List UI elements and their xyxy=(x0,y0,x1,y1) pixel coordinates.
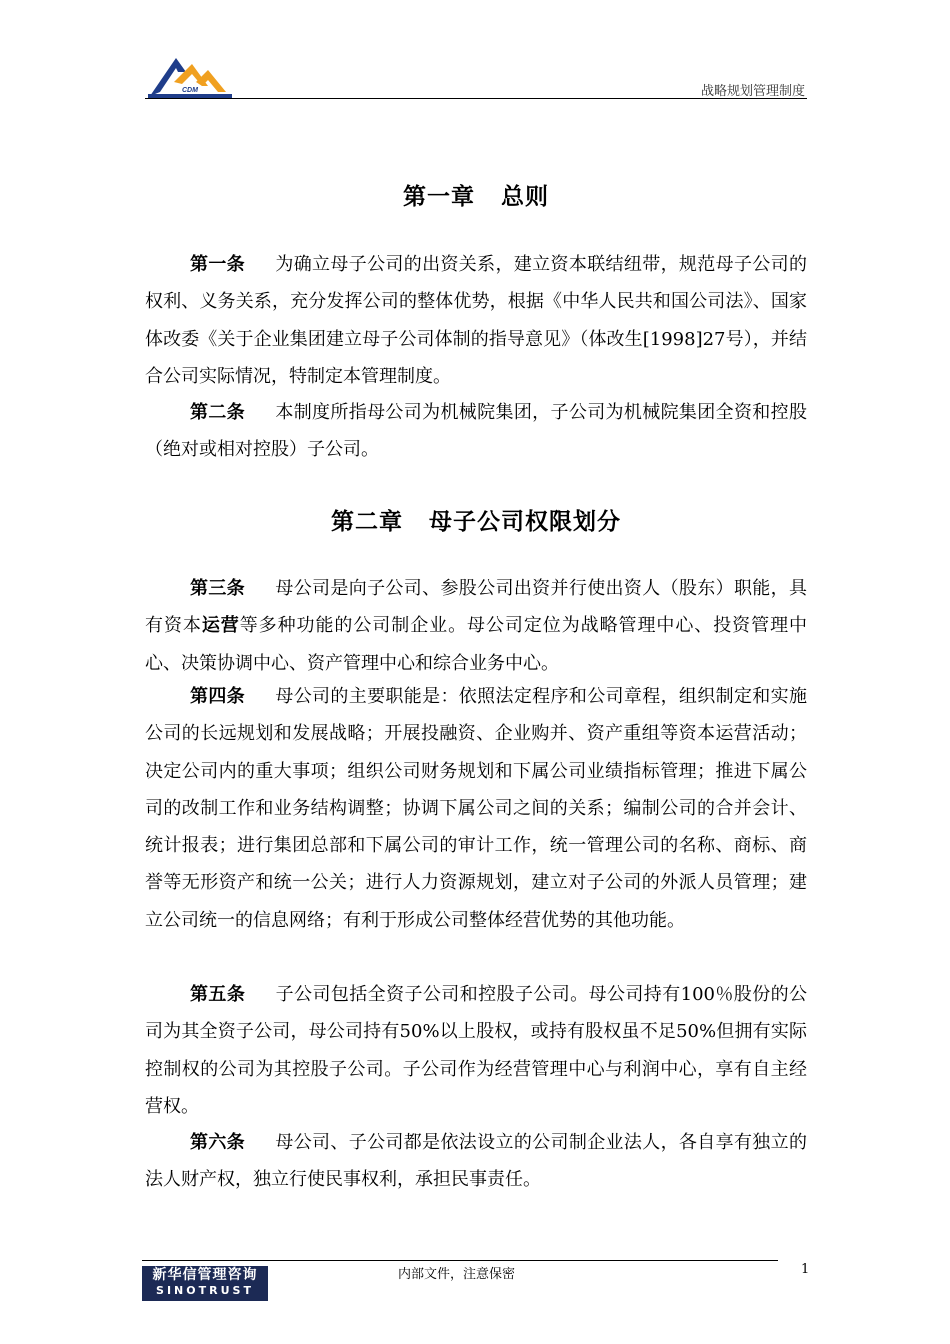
chapter-number: 第二章 xyxy=(331,509,403,535)
article-number: 第三条 xyxy=(190,578,246,599)
article-text: 母公司的主要职能是：依照法定程序和公司章程，组织制定和实施公司的长远规划和发展战略；开展投融资、企业购并、资产重组等资本运营活动；决定公司内的重大事项；组织公司财务规划和下属公司业绩指标管理；推进下属公司的改制工作和业务结构调整；协调下属公司之间的关系；编制公司的合并会计、统计报表；进行集团总部和下属公司的审计工作，统一管理公司的名称、商标、商誉等无形资产和统一公关；进行人力资源规划，建立对子公司的外派人员管理；建立公司统一的信息网络；有利于形成公司整体经营优势的其他功能。 xyxy=(145,686,807,931)
header-divider xyxy=(145,98,807,99)
article-text: 等多种功能的公司制企业。母公司定位为战略管理中心、投资管理中心、决策协调中心、资产管理中心和综合业务中心。 xyxy=(145,615,808,674)
article-number: 第一条 xyxy=(190,254,246,275)
article-text: 本制度所指母公司为机械院集团，子公司为机械院集团全资和控股（绝对或相对控股）子公司。 xyxy=(145,402,807,461)
article-text: 子公司包括全资子公司和控股子公司。母公司持有100％股份的公司为其全资子公司，母公司持有50%以上股权，或持有股权虽不足50%但拥有实际控制权的公司为其控股子公司。子公司作为经营管理中心与利润中心，享有自主经营权。 xyxy=(145,984,808,1117)
chapter-title: 母子公司权限划分 xyxy=(429,509,621,535)
company-logo-text: CDM xyxy=(182,87,198,94)
article-2 xyxy=(145,394,807,469)
article-text: 母公司、子公司都是依法设立的公司制企业法人，各自享有独立的法人财产权，独立行使民事权利，承担民事责任。 xyxy=(145,1132,807,1191)
article-number: 第二条 xyxy=(190,402,246,423)
company-logo xyxy=(146,52,238,100)
page-number: 1 xyxy=(801,1262,810,1277)
article-text: 母公司是向子公司、参股公司出资并行使出资人（股东）职能，具有资本 xyxy=(145,578,807,637)
article-3 xyxy=(145,570,807,682)
article-number: 第四条 xyxy=(190,686,246,707)
chapter-title: 总则 xyxy=(501,184,549,210)
article-4 xyxy=(145,678,807,939)
article-text-emphasis: 运营 xyxy=(201,615,240,637)
confidentiality-note: 内部文件，注意保密 xyxy=(398,1267,516,1282)
article-6 xyxy=(145,1124,807,1199)
document-title: 战略规划管理制度 xyxy=(700,84,805,99)
chapter-heading-1 xyxy=(145,178,807,211)
article-text: 为确立母子公司的出资关系，建立资本联结纽带，规范母子公司的权利、义务关系，充分发挥公司的整体优势，根据《中华人民共和国公司法》、国家体改委《关于企业集团建立母子公司体制的指导意见》（体改生[1998]27号），并结合公司实际情况，特制定本管理制度。 xyxy=(145,254,807,387)
sinotrust-logo xyxy=(142,1266,268,1301)
sinotrust-logo-en: SINOTRUST xyxy=(156,1284,254,1297)
article-number: 第六条 xyxy=(190,1132,246,1153)
article-1 xyxy=(145,246,807,395)
chapter-number: 第一章 xyxy=(403,184,475,210)
article-5 xyxy=(145,976,807,1125)
sinotrust-logo-cn: 新华信管理咨询 xyxy=(152,1267,258,1283)
footer-divider xyxy=(142,1260,778,1261)
chapter-heading-2 xyxy=(145,503,807,536)
article-number: 第五条 xyxy=(190,984,246,1005)
